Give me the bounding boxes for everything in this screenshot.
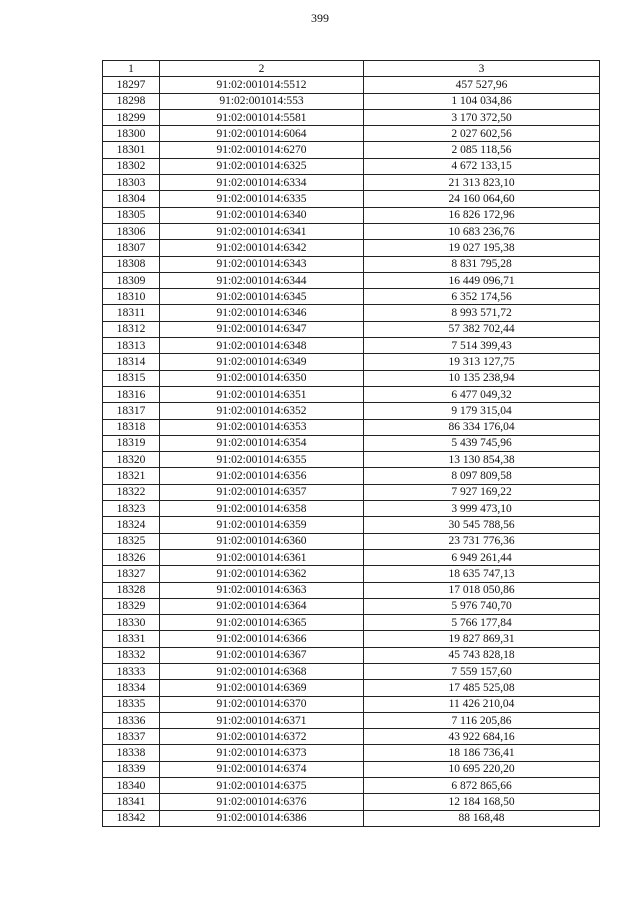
cadastral-value-cell: 19 827 869,31: [364, 631, 600, 647]
row-number-cell: 18333: [103, 663, 160, 679]
table-row: [103, 321, 600, 337]
cadastral-value-cell: 16 826 172,96: [364, 207, 600, 223]
cadastral-number-cell: 91:02:001014:6372: [160, 729, 364, 745]
cadastral-value-cell: 11 426 210,04: [364, 696, 600, 712]
cadastral-number-cell: 91:02:001014:5581: [160, 109, 364, 125]
cadastral-value-cell: 5 976 740,70: [364, 598, 600, 614]
cadastral-number-cell: 91:02:001014:6376: [160, 794, 364, 810]
column-header-number: 1: [103, 61, 160, 77]
cadastral-value-cell: 6 352 174,56: [364, 289, 600, 305]
cadastral-number-cell: 91:02:001014:6342: [160, 240, 364, 256]
cadastral-value-cell: 30 545 788,56: [364, 517, 600, 533]
cadastral-number-cell: 91:02:001014:6341: [160, 223, 364, 239]
cadastral-value-cell: 10 683 236,76: [364, 223, 600, 239]
cadastral-number-cell: 91:02:001014:6361: [160, 549, 364, 565]
cadastral-value-cell: 8 097 809,58: [364, 468, 600, 484]
table-row: [103, 403, 600, 419]
cadastral-value-cell: 6 872 865,66: [364, 778, 600, 794]
table-row: [103, 663, 600, 679]
cadastral-value-cell: 2 027 602,56: [364, 126, 600, 142]
row-number-cell: 18299: [103, 109, 160, 125]
cadastral-number-cell: 91:02:001014:6354: [160, 435, 364, 451]
row-number-cell: 18308: [103, 256, 160, 272]
row-number-cell: 18337: [103, 729, 160, 745]
cadastral-value-cell: 43 922 684,16: [364, 729, 600, 745]
cadastral-number-cell: 91:02:001014:6334: [160, 175, 364, 191]
table-row: [103, 452, 600, 468]
cadastral-value-cell: 18 186 736,41: [364, 745, 600, 761]
table-row: [103, 680, 600, 696]
cadastral-value-cell: 7 559 157,60: [364, 663, 600, 679]
cadastral-number-cell: 91:02:001014:6346: [160, 305, 364, 321]
table-row: [103, 501, 600, 517]
cadastral-number-cell: 91:02:001014:6373: [160, 745, 364, 761]
row-number-cell: 18306: [103, 223, 160, 239]
row-number-cell: 18338: [103, 745, 160, 761]
page-number: 399: [311, 11, 329, 25]
table-row: [103, 582, 600, 598]
cadastral-value-cell: 5 766 177,84: [364, 615, 600, 631]
cadastral-number-cell: 91:02:001014:6353: [160, 419, 364, 435]
row-number-cell: 18335: [103, 696, 160, 712]
cadastral-number-cell: 91:02:001014:6360: [160, 533, 364, 549]
cadastral-value-cell: 13 130 854,38: [364, 452, 600, 468]
row-number-cell: 18330: [103, 615, 160, 631]
cadastral-number-cell: 91:02:001014:6386: [160, 810, 364, 826]
table-row: [103, 517, 600, 533]
cadastral-value-cell: 10 135 238,94: [364, 370, 600, 386]
row-number-cell: 18342: [103, 810, 160, 826]
cadastral-value-cell: 18 635 747,13: [364, 566, 600, 582]
table-row: [103, 77, 600, 93]
table-row: [103, 631, 600, 647]
row-number-cell: 18323: [103, 501, 160, 517]
cadastral-value-cell: 57 382 702,44: [364, 321, 600, 337]
row-number-cell: 18339: [103, 761, 160, 777]
cadastral-value-table: [102, 60, 600, 827]
cadastral-number-cell: 91:02:001014:6371: [160, 712, 364, 728]
table-row: [103, 338, 600, 354]
cadastral-number-cell: 91:02:001014:6363: [160, 582, 364, 598]
row-number-cell: 18297: [103, 77, 160, 93]
table-row: [103, 354, 600, 370]
cadastral-number-cell: 91:02:001014:6355: [160, 452, 364, 468]
cadastral-value-cell: 24 160 064,60: [364, 191, 600, 207]
cadastral-number-cell: 91:02:001014:6350: [160, 370, 364, 386]
row-number-cell: 18302: [103, 158, 160, 174]
table-row: [103, 126, 600, 142]
cadastral-value-cell: 3 999 473,10: [364, 501, 600, 517]
cadastral-value-cell: 17 485 525,08: [364, 680, 600, 696]
row-number-cell: 18332: [103, 647, 160, 663]
table-row: [103, 419, 600, 435]
cadastral-number-cell: 91:02:001014:5512: [160, 77, 364, 93]
cadastral-number-cell: 91:02:001014:6064: [160, 126, 364, 142]
cadastral-value-cell: 16 449 096,71: [364, 272, 600, 288]
cadastral-number-cell: 91:02:001014:553: [160, 93, 364, 109]
cadastral-value-cell: 3 170 372,50: [364, 109, 600, 125]
cadastral-value-cell: 21 313 823,10: [364, 175, 600, 191]
cadastral-number-cell: 91:02:001014:6335: [160, 191, 364, 207]
cadastral-number-cell: 91:02:001014:6351: [160, 386, 364, 402]
row-number-cell: 18334: [103, 680, 160, 696]
table-row: [103, 696, 600, 712]
cadastral-value-cell: 23 731 776,36: [364, 533, 600, 549]
table-row: [103, 272, 600, 288]
cadastral-value-cell: 45 743 828,18: [364, 647, 600, 663]
cadastral-number-cell: 91:02:001014:6348: [160, 338, 364, 354]
cadastral-value-cell: 7 927 169,22: [364, 484, 600, 500]
table-row: [103, 158, 600, 174]
table-row: [103, 386, 600, 402]
row-number-cell: 18327: [103, 566, 160, 582]
row-number-cell: 18310: [103, 289, 160, 305]
cadastral-number-cell: 91:02:001014:6369: [160, 680, 364, 696]
cadastral-value-cell: 9 179 315,04: [364, 403, 600, 419]
row-number-cell: 18316: [103, 386, 160, 402]
cadastral-value-cell: 1 104 034,86: [364, 93, 600, 109]
cadastral-number-cell: 91:02:001014:6364: [160, 598, 364, 614]
row-number-cell: 18307: [103, 240, 160, 256]
table-row: [103, 370, 600, 386]
row-number-cell: 18322: [103, 484, 160, 500]
table-row: [103, 598, 600, 614]
cadastral-number-cell: 91:02:001014:6375: [160, 778, 364, 794]
row-number-cell: 18298: [103, 93, 160, 109]
row-number-cell: 18313: [103, 338, 160, 354]
table-row: [103, 289, 600, 305]
cadastral-number-cell: 91:02:001014:6343: [160, 256, 364, 272]
table-row: [103, 533, 600, 549]
row-number-cell: 18315: [103, 370, 160, 386]
table-row: [103, 468, 600, 484]
cadastral-number-cell: 91:02:001014:6367: [160, 647, 364, 663]
row-number-cell: 18341: [103, 794, 160, 810]
row-number-cell: 18309: [103, 272, 160, 288]
cadastral-value-cell: 86 334 176,04: [364, 419, 600, 435]
row-number-cell: 18326: [103, 549, 160, 565]
row-number-cell: 18304: [103, 191, 160, 207]
cadastral-value-cell: 457 527,96: [364, 77, 600, 93]
table-row: [103, 794, 600, 810]
table-row: [103, 305, 600, 321]
row-number-cell: 18300: [103, 126, 160, 142]
cadastral-value-cell: 5 439 745,96: [364, 435, 600, 451]
table-body: [103, 77, 600, 827]
table-row: [103, 191, 600, 207]
cadastral-value-cell: 8 993 571,72: [364, 305, 600, 321]
table-row: [103, 175, 600, 191]
cadastral-number-cell: 91:02:001014:6340: [160, 207, 364, 223]
table-row: [103, 778, 600, 794]
cadastral-number-cell: 91:02:001014:6365: [160, 615, 364, 631]
cadastral-number-cell: 91:02:001014:6358: [160, 501, 364, 517]
table-row: [103, 223, 600, 239]
row-number-cell: 18328: [103, 582, 160, 598]
cadastral-value-cell: 6 949 261,44: [364, 549, 600, 565]
cadastral-number-cell: 91:02:001014:6370: [160, 696, 364, 712]
cadastral-value-cell: 19 313 127,75: [364, 354, 600, 370]
row-number-cell: 18311: [103, 305, 160, 321]
cadastral-number-cell: 91:02:001014:6362: [160, 566, 364, 582]
column-header-value: 3: [364, 61, 600, 77]
cadastral-value-cell: 10 695 220,20: [364, 761, 600, 777]
table-row: [103, 109, 600, 125]
table-row: [103, 207, 600, 223]
cadastral-value-cell: 17 018 050,86: [364, 582, 600, 598]
cadastral-number-cell: 91:02:001014:6325: [160, 158, 364, 174]
cadastral-number-cell: 91:02:001014:6347: [160, 321, 364, 337]
cadastral-number-cell: 91:02:001014:6270: [160, 142, 364, 158]
cadastral-number-cell: 91:02:001014:6357: [160, 484, 364, 500]
cadastral-value-cell: 19 027 195,38: [364, 240, 600, 256]
row-number-cell: 18320: [103, 452, 160, 468]
table-row: [103, 142, 600, 158]
row-number-cell: 18317: [103, 403, 160, 419]
cadastral-value-cell: 6 477 049,32: [364, 386, 600, 402]
row-number-cell: 18324: [103, 517, 160, 533]
cadastral-value-cell: 7 514 399,43: [364, 338, 600, 354]
cadastral-number-cell: 91:02:001014:6352: [160, 403, 364, 419]
row-number-cell: 18318: [103, 419, 160, 435]
row-number-cell: 18303: [103, 175, 160, 191]
cadastral-value-cell: 7 116 205,86: [364, 712, 600, 728]
row-number-cell: 18331: [103, 631, 160, 647]
cadastral-value-cell: 2 085 118,56: [364, 142, 600, 158]
row-number-cell: 18301: [103, 142, 160, 158]
table-row: [103, 647, 600, 663]
table-header-row: [103, 61, 600, 77]
row-number-cell: 18336: [103, 712, 160, 728]
table-row: [103, 256, 600, 272]
table-row: [103, 549, 600, 565]
row-number-cell: 18325: [103, 533, 160, 549]
table-row: [103, 435, 600, 451]
table-row: [103, 761, 600, 777]
table-row: [103, 566, 600, 582]
row-number-cell: 18321: [103, 468, 160, 484]
cadastral-number-cell: 91:02:001014:6349: [160, 354, 364, 370]
cadastral-value-cell: 4 672 133,15: [364, 158, 600, 174]
cadastral-number-cell: 91:02:001014:6359: [160, 517, 364, 533]
row-number-cell: 18340: [103, 778, 160, 794]
cadastral-number-cell: 91:02:001014:6344: [160, 272, 364, 288]
cadastral-value-cell: 8 831 795,28: [364, 256, 600, 272]
table-row: [103, 240, 600, 256]
cadastral-value-cell: 12 184 168,50: [364, 794, 600, 810]
row-number-cell: 18305: [103, 207, 160, 223]
row-number-cell: 18329: [103, 598, 160, 614]
table-row: [103, 729, 600, 745]
row-number-cell: 18314: [103, 354, 160, 370]
cadastral-number-cell: 91:02:001014:6374: [160, 761, 364, 777]
cadastral-number-cell: 91:02:001014:6345: [160, 289, 364, 305]
table-row: [103, 745, 600, 761]
cadastral-number-cell: 91:02:001014:6368: [160, 663, 364, 679]
table-row: [103, 615, 600, 631]
table-row: [103, 712, 600, 728]
cadastral-number-cell: 91:02:001014:6356: [160, 468, 364, 484]
table-row: [103, 484, 600, 500]
cadastral-number-cell: 91:02:001014:6366: [160, 631, 364, 647]
row-number-cell: 18312: [103, 321, 160, 337]
column-header-cadastral-number: 2: [160, 61, 364, 77]
cadastral-value-cell: 88 168,48: [364, 810, 600, 826]
table-row: [103, 93, 600, 109]
row-number-cell: 18319: [103, 435, 160, 451]
table-row: [103, 810, 600, 826]
